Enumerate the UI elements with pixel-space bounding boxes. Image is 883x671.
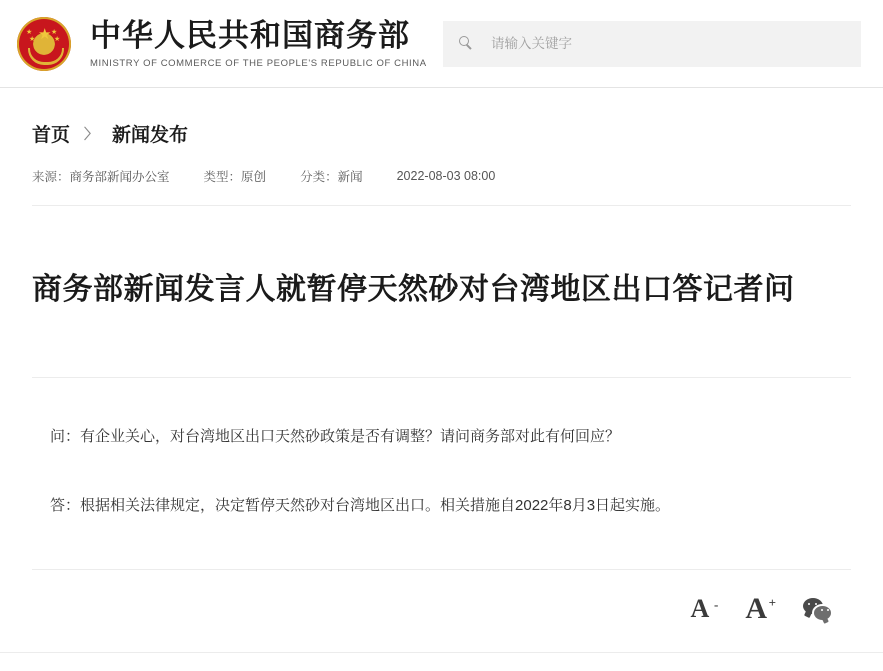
font-increase-button[interactable] xyxy=(745,591,776,625)
font-decrease-label: A xyxy=(690,593,710,623)
chevron-right-icon: 〉 xyxy=(84,125,99,142)
breadcrumb-item-home[interactable]: 首页 xyxy=(32,125,71,146)
meta-type-value: 原创 xyxy=(241,170,267,184)
font-increase-label: A xyxy=(745,591,767,625)
article-tools xyxy=(32,569,851,629)
page-bottom-rule xyxy=(0,652,883,653)
breadcrumb-item-current[interactable]: 新闻发布 xyxy=(112,125,189,146)
font-decrease-button[interactable] xyxy=(690,593,719,623)
font-decrease-sup: - xyxy=(713,596,719,612)
search-box[interactable] xyxy=(443,21,861,67)
site-title-block xyxy=(90,18,427,70)
meta-datetime: 2022-08-03 08:00 xyxy=(396,169,496,183)
meta-category-label: 分类： xyxy=(300,170,338,184)
content-divider-top xyxy=(32,377,851,378)
meta-category-value: 新闻 xyxy=(337,170,363,184)
article-meta xyxy=(32,167,851,206)
meta-type xyxy=(204,167,267,185)
meta-source xyxy=(32,167,170,185)
page-content xyxy=(0,88,883,629)
font-increase-sup: + xyxy=(768,594,776,610)
site-title-cn: 中华人民共和国商务部 xyxy=(90,17,410,53)
site-header xyxy=(0,0,883,88)
page-title: 商务部新闻发言人就暂停天然砂对台湾地区出口答记者问 xyxy=(32,273,795,307)
search-input[interactable] xyxy=(489,35,845,52)
content-spacer xyxy=(32,535,851,569)
breadcrumb xyxy=(32,88,851,167)
national-emblem-icon: ★ ★ ★ ★ ★ xyxy=(14,14,74,74)
search-icon xyxy=(459,36,475,52)
meta-source-value: 商务部新闻办公室 xyxy=(69,170,170,184)
wechat-icon[interactable] xyxy=(803,596,833,622)
article-paragraph-question: 问：有企业关心，对台湾地区出口天然砂政策是否有调整？请问商务部对此有何回应？ xyxy=(50,428,621,446)
meta-source-label: 来源： xyxy=(32,170,70,184)
meta-category xyxy=(300,167,363,185)
site-title-en: MINISTRY OF COMMERCE OF THE PEOPLE'S REPUBLIC OF CHINA xyxy=(90,57,427,69)
article-paragraph-answer: 答：根据相关法律规定，决定暂停天然砂对台湾地区出口。相关措施自2022年8月3日起实施。 xyxy=(50,497,671,515)
meta-type-label: 类型： xyxy=(203,170,242,184)
